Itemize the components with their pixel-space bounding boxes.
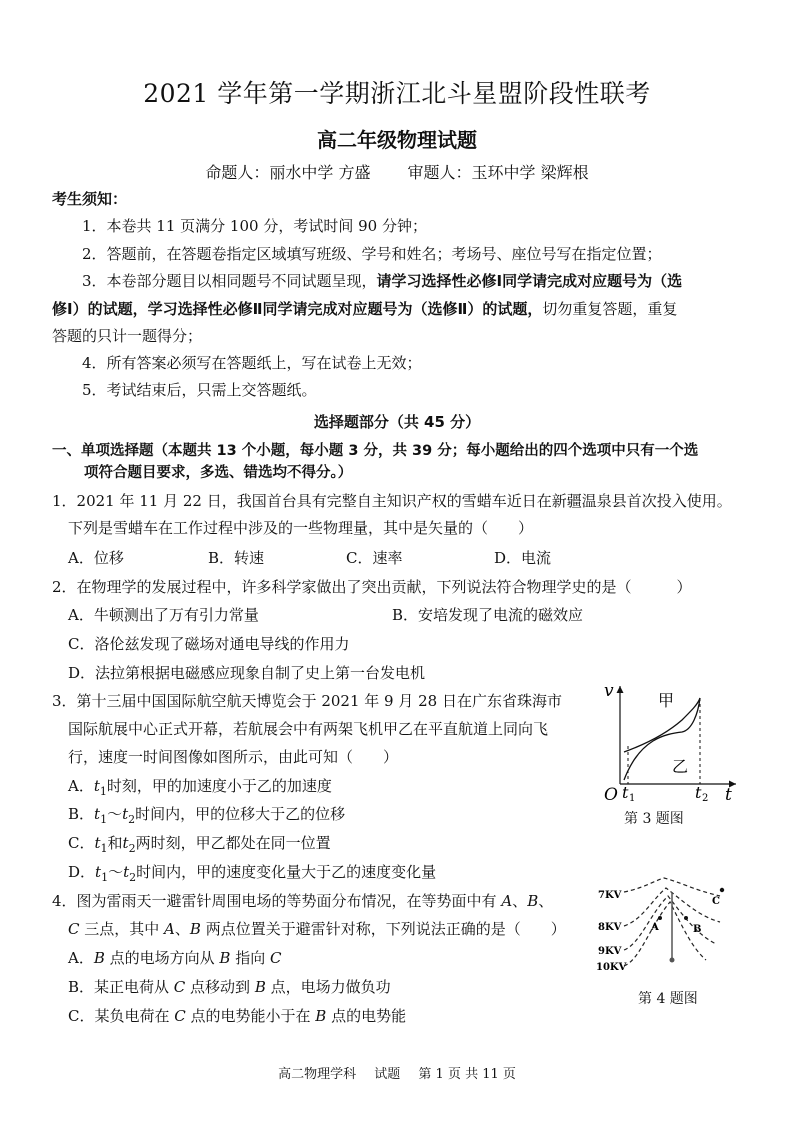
q3-option-b-text: 时间内，甲的位移大于乙的位移 (135, 805, 346, 823)
equipotential-9kv (624, 896, 716, 950)
point-a-symbol: A (501, 892, 513, 910)
q3-option-d-letter: D． (68, 863, 96, 881)
reviewer-line: 审题人：玉环中学 梁辉根 (407, 163, 589, 182)
option-text: 点的电势能小于在 (185, 1007, 316, 1025)
notice-item-3-bold-cont: 修Ⅰ）的试题，学习选择性必修Ⅱ同学请完成对应题号为（选修Ⅱ）的试题， (52, 300, 543, 318)
comma: 、 (174, 920, 190, 938)
origin-label: O (604, 785, 618, 802)
part1-instructions-line1: 一、单项选择题（本题共 13 个小题，每小题 3 分，共 39 分；每小题给出的四个选项中只有一个选 (52, 443, 699, 459)
option-text: 指向 (230, 949, 270, 967)
t-symbol: t (95, 863, 102, 881)
label-10kv: 10KV (596, 962, 627, 973)
q3-stem-line1: 3．第十三届中国国际航空航天博览会于 2021 年 9 月 28 日在广东省珠海市 (52, 692, 562, 710)
tilde: ～ (107, 805, 123, 823)
point-c-symbol: C (68, 920, 80, 938)
t1-label: t (622, 783, 629, 802)
point-symbol: C (174, 1007, 186, 1025)
point-symbol: B (93, 949, 105, 967)
t2-subscript: 2 (702, 793, 709, 802)
notice-item-3-bold: 请学习选择性必修Ⅰ同学请完成对应题号为（选 (376, 272, 683, 290)
v-axis-label: v (604, 681, 614, 701)
q3-option-b-letter: B． (68, 805, 95, 823)
comma: 、 (538, 892, 554, 910)
footer-subject: 高二物理学科 (278, 1067, 357, 1082)
point-symbol: B (219, 949, 231, 967)
q3-vt-graph (596, 676, 746, 802)
q3-stem-line3: 行，速度一时间图像如图所示，由此可知（ ） (68, 748, 399, 766)
point-b-dot (684, 916, 688, 920)
q4-stem-line1 (52, 890, 553, 911)
notice-heading: 考生须知： (52, 190, 128, 208)
curve-yi (624, 698, 700, 780)
t-subscript: 2 (129, 871, 137, 884)
q3-figure-caption: 第 3 题图 (624, 811, 684, 827)
notice-item-3-text: 3．本卷部分题目以相同题号不同试题呈现， (82, 272, 377, 290)
point-b-label: B (693, 924, 702, 935)
notice-item-2: 2．答题前，在答题卷指定区域填写班级、学号和姓名；考场号、座位号写在指定位置； (82, 245, 662, 263)
t-subscript: 1 (99, 785, 107, 798)
option-text: 点的电势能 (326, 1007, 407, 1025)
t-symbol: t (94, 834, 101, 852)
t-subscript: 1 (100, 813, 108, 826)
label-7kv: 7KV (598, 890, 622, 901)
q3-option-d (68, 861, 436, 884)
option-text: C．某负电荷在 (68, 1007, 175, 1025)
t-symbol: t (94, 805, 101, 823)
label-8kv: 8KV (598, 922, 622, 933)
point-symbol: B (315, 1007, 327, 1025)
page-footer (0, 1063, 794, 1082)
q3-option-a-letter: A． (68, 777, 94, 795)
q1-stem-line1: 1．2021 年 11 月 22 日，我国首台具有完整自主知识产权的雪蜡车近日在新疆温泉县首次投入使用。 (52, 492, 732, 510)
q3-option-c-letter: C． (68, 834, 95, 852)
point-symbol: B (254, 978, 266, 996)
exam-authors (0, 160, 794, 183)
exam-subtitle: 高二年级物理试题 (317, 128, 477, 152)
t-subscript: 1 (100, 842, 108, 855)
point-c-label: C (712, 896, 720, 907)
q3-option-c (68, 832, 331, 855)
option-text: 点移动到 (185, 978, 255, 996)
lightning-rod-base (670, 958, 675, 963)
label-yi: 乙 (672, 757, 689, 776)
t-symbol: t (122, 805, 129, 823)
point-a-dot (658, 916, 662, 920)
option-text: 点，电场力做负功 (265, 978, 391, 996)
label-9kv: 9KV (598, 946, 622, 957)
q2-option-a: A．牛顿测出了万有引力常量 (68, 606, 259, 624)
q2-option-d: D．法拉第根据电磁感应现象自制了史上第一台发电机 (68, 664, 426, 682)
exam-title: 2021 学年第一学期浙江北斗星盟阶段性联考 (143, 79, 651, 108)
q2-stem: 2．在物理学的发展过程中，许多科学家做出了突出贡献，下列说法符合物理学史的是（ ） (52, 578, 692, 596)
q4-stem-line2 (68, 918, 566, 939)
q4-equipotential-figure (594, 874, 734, 978)
t-symbol: t (123, 863, 130, 881)
point-symbol: C (270, 949, 282, 967)
tilde: ～ (108, 863, 124, 881)
option-text: B．某正电荷从 (68, 978, 174, 996)
point-b-symbol: B (189, 920, 201, 938)
t-subscript: 1 (101, 871, 109, 884)
q3-option-a (68, 775, 332, 798)
q2-option-b: B．安培发现了电流的磁效应 (392, 606, 584, 624)
notice-item-5: 5．考试结束后，只需上交答题纸。 (82, 381, 317, 399)
point-a-symbol: A (164, 920, 175, 938)
notice-item-3-end: 答题的只计一题得分； (52, 327, 203, 345)
q4-option-c (68, 1005, 406, 1026)
t-symbol: t (93, 777, 100, 795)
q1-stem-line2: 下列是雪蜡车在工作过程中涉及的一些物理量，其中是矢量的（ ） (68, 519, 534, 537)
notice-item-3-cont (52, 298, 677, 319)
author-line: 命题人：丽水中学 方盛 (205, 163, 371, 182)
footer-page-number: 第 1 页 共 11 页 (418, 1067, 516, 1082)
t1-subscript: 1 (629, 793, 636, 802)
section-title: 选择题部分（共 45 分） (313, 413, 481, 431)
q4-option-b (68, 976, 391, 997)
point-a-label: A (651, 922, 659, 933)
notice-item-4: 4．所有答案必须写在答题纸上，写在试卷上无效； (82, 354, 422, 372)
q2-option-c: C．洛伦兹发现了磁场对通电导线的作用力 (68, 635, 350, 653)
t-axis-label: t (725, 785, 732, 802)
q1-option-b: B．转速 (208, 549, 265, 567)
notice-item-3 (82, 270, 682, 291)
q4-option-a (68, 947, 281, 968)
q3-option-b (68, 803, 345, 826)
v-axis-arrow (617, 686, 624, 693)
t-symbol: t (122, 834, 129, 852)
option-letter: A． (68, 949, 94, 967)
t-subscript: 2 (128, 813, 136, 826)
t2-label: t (695, 783, 702, 802)
q1-option-c: C．速率 (346, 549, 403, 567)
label-jia: 甲 (658, 691, 675, 710)
notice-item-1: 1．本卷共 11 页满分 100 分，考试时间 90 分钟； (82, 217, 427, 235)
q3-option-d-text: 时间内，甲的速度变化量大于乙的速度变化量 (136, 863, 437, 881)
point-b-symbol: B (527, 892, 539, 910)
q1-option-a: A．位移 (68, 549, 124, 567)
q3-stem-line2: 国际航展中心正式开幕，若航展会中有两架飞机甲乙在平直航道上同向飞 (68, 720, 549, 738)
q4-text: 4．图为雷雨天一避雷针周围电场的等势面分布情况，在等势面中有 (52, 892, 502, 910)
q4-figure-caption: 第 4 题图 (638, 991, 698, 1007)
part1-instructions-line2: 项符合题目要求，多选、错选均不得分。） (84, 465, 353, 481)
comma: 、 (512, 892, 528, 910)
and-word: 和 (107, 834, 123, 852)
option-text: 点的电场方向从 (104, 949, 220, 967)
q3-option-c-text: 两时刻，甲乙都处在同一位置 (135, 834, 331, 852)
notice-item-3-tail: 切勿重复答题，重复 (542, 300, 678, 318)
point-c-dot (720, 888, 724, 892)
t-subscript: 2 (128, 842, 136, 855)
q3-option-a-text: 时刻，甲的加速度小于乙的加速度 (106, 777, 332, 795)
footer-kind: 试题 (374, 1067, 401, 1082)
q4-text: 三点，其中 (79, 920, 165, 938)
q4-text: 两点位置关于避雷针对称，下列说法正确的是（ ） (200, 920, 566, 938)
point-symbol: C (173, 978, 186, 996)
q1-option-d: D．电流 (494, 549, 552, 567)
